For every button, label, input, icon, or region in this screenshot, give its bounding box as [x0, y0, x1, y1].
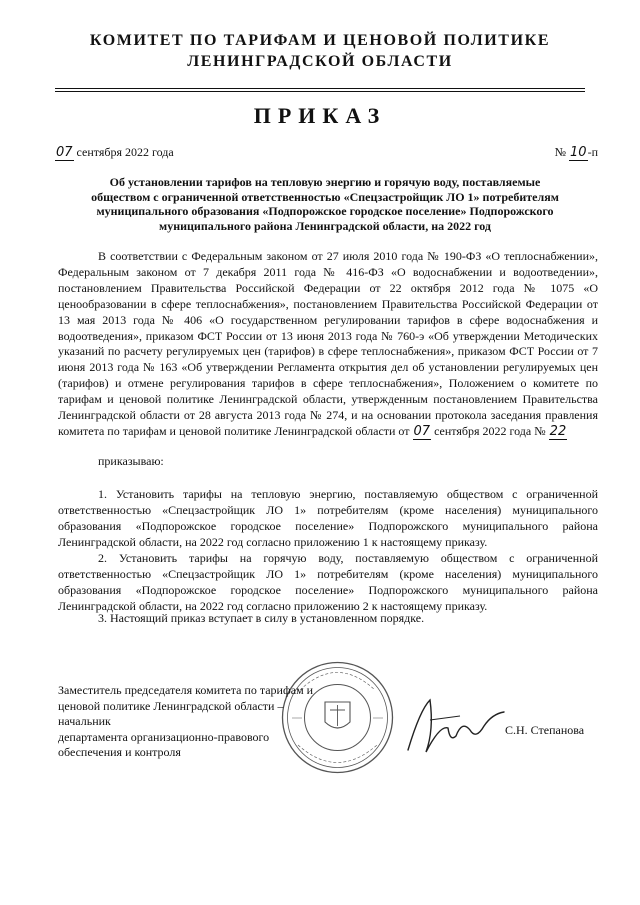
order-item-3: 3. Настоящий приказ вступает в силу в установленном порядке. [98, 611, 425, 625]
document-number [555, 145, 598, 160]
date-rest: сентября 2022 года [76, 145, 174, 159]
protocol-number-handwritten: 22 [549, 423, 567, 439]
protocol-day-handwritten: 07 [413, 423, 431, 439]
decree-word: приказываю: [98, 454, 164, 468]
number-suffix: -п [587, 145, 598, 159]
signatory-name: С.Н. Степанова [505, 723, 585, 737]
number-value-handwritten: 10 [570, 145, 587, 160]
header-rule-thick [55, 88, 585, 89]
document-date [55, 145, 174, 160]
document-type-title: ПРИКАЗ [253, 103, 387, 128]
signatory-position-line: Заместитель председателя комитета по тарифам и [58, 683, 314, 697]
organization-header [40, 30, 600, 72]
signatory-position [58, 683, 338, 761]
signatory-position-line: обеспечения и контроля [58, 745, 181, 759]
number-prefix: № [554, 145, 567, 159]
order-item-1: 1. Установить тарифы на тепловую энергию, поставляемую обществом с ограниченной ответственностью «Спецзастройщик ЛО 1» потребителям (кроме населения) муниципального образования «Подпорожское городское поселение» Подпорожского муниципального района Ленинградской области, на 2022 год согласно приложению 1 к настоящему приказу. [58, 487, 598, 549]
signatory-position-line: департамента организационно-правового [58, 729, 270, 744]
protocol-tail: сентября 2022 года № [434, 423, 546, 438]
org-line-1: КОМИТЕТ ПО ТАРИФАМ И ЦЕНОВОЙ ПОЛИТИКЕ [89, 32, 551, 49]
preamble-text: В соответствии с Федеральным законом от 27 июля 2010 года № 190-ФЗ «О теплоснабжении», Федеральным законом от 7 декабря 2011 года № 416-ФЗ «О водоснабжении и водоотведении», постановлением Правительства Российской Федерации от 22 октября 2012 года № 1075 «О ценообразовании в сфере теплоснабжения», постановлением Правительства Российской Федерации от 13 мая 2013 года № 406 «О государственном регулировании тарифов в сфере водоснабжения и водоотведения», приказом ФСТ России от 13 июня 2013 года № 760-э «Об утверждении Методических указаний по расчету регулируемых цен (тарифов) в сфере теплоснабжения», приказом ФСТ России от 7 июня 2013 года № 163 «Об утверждении Регламента открытия дел об установлении регулируемых цен (тарифов) и отмене регулирования тарифов в сфере теплоснабжения», Положением о комитете по тарифам и ценовой политике Ленинградской области, утвержденным постановлением Правительства Ленинградской области от 28 августа 2013 года № 274, и на основании протокола заседания правления комитета по тарифам и ценовой политике Ленинградской области от [58, 249, 598, 438]
header-rule-thin [55, 91, 585, 92]
document-subject: Об установлении тарифов на тепловую энергию и горячую воду, поставляемые обществом с ограниченной ответственностью «Спецзастройщик ЛО 1» потребителям муниципального образования «Подпорожское городское поселение» Подпорожского муниципального района Ленинградской области, на 2022 год [91, 175, 559, 233]
handwritten-signature-icon [400, 690, 510, 760]
order-item-2: 2. Установить тарифы на горячую воду, поставляемую обществом с ограниченной ответственностью «Спецзастройщик ЛО 1» потребителям (кроме населения) муниципального образования «Подпорожское городское поселение» Подпорожского муниципального района Ленинградской области, на 2022 год согласно приложению 2 к настоящему приказу. [58, 551, 598, 613]
date-day-handwritten: 07 [56, 145, 73, 160]
preamble-paragraph [58, 249, 598, 440]
signatory-position-line: ценовой политике Ленинградской области – начальник [58, 698, 284, 728]
org-line-2: ЛЕНИНГРАДСКОЙ ОБЛАСТИ [187, 53, 453, 70]
